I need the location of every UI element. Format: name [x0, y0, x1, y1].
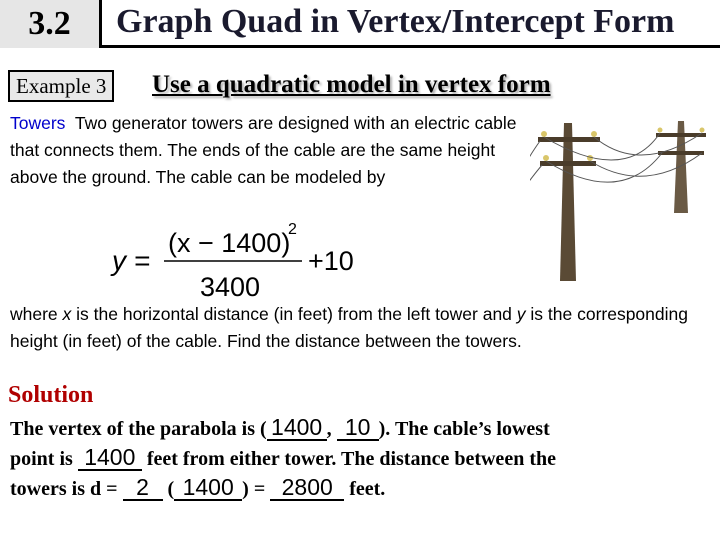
- intro-keyword: Towers: [10, 113, 66, 133]
- intro-paragraph: [10, 110, 530, 191]
- left-tower-crossarm-bottom: [540, 161, 596, 166]
- problem-paragraph: [10, 301, 710, 355]
- section-number: 3.2: [0, 0, 102, 48]
- problem-text-3: is the corresponding height (in feet) of the cable. Find the distance between the towers.: [10, 304, 688, 351]
- solution-text: feet from either tower. The distance between the: [141, 448, 556, 470]
- solution-text: (: [162, 478, 175, 500]
- slide-header: [0, 0, 720, 48]
- example-label: Example 3: [8, 70, 114, 102]
- power-towers-illustration: [530, 95, 720, 295]
- solution-line-2: [10, 444, 715, 474]
- formula-numerator: (x − 1400): [168, 228, 291, 258]
- solution-text: feet.: [344, 478, 386, 500]
- solution-label: Solution: [8, 382, 94, 408]
- title-divider: [102, 45, 720, 48]
- solution-text: ). The cable’s lowest: [378, 418, 550, 440]
- solution-text: towers is d =: [10, 478, 123, 500]
- factor-answer: 2: [123, 475, 163, 501]
- solution-text: ,: [326, 418, 332, 440]
- slide-title: Graph Quad in Vertex/Intercept Form: [116, 3, 675, 40]
- formula-exponent: 2: [288, 221, 297, 238]
- var-x: x: [62, 304, 72, 324]
- solution-line-3: [10, 474, 715, 504]
- distance-answer: 2800: [270, 475, 344, 501]
- solution-text: point is: [10, 448, 78, 470]
- formula-denominator: 3400: [200, 272, 261, 302]
- vertex-y-answer: 10: [337, 415, 379, 441]
- vertex-x-answer: 1400: [267, 415, 327, 441]
- formula-constant: +10: [308, 246, 354, 276]
- solution-line-1: [10, 414, 715, 444]
- intro-text: Two generator towers are designed with an electric cable that connects them. The ends of the cable are the same height above the ground. The cable can be modeled by: [10, 113, 517, 187]
- problem-text-2: is the horizontal distance (in feet) from the left tower and: [71, 304, 517, 324]
- quadratic-formula: [108, 218, 370, 302]
- factor-value-answer: 1400: [174, 475, 242, 501]
- formula-lhs: y =: [112, 245, 151, 276]
- problem-text-1: where: [10, 304, 63, 324]
- solution-text: ) =: [242, 478, 271, 500]
- example-heading: Use a quadratic model in vertex form: [152, 71, 551, 98]
- var-y: y: [516, 304, 526, 324]
- solution-text: The vertex of the parabola is (: [10, 418, 267, 440]
- lowest-distance-answer: 1400: [78, 445, 142, 471]
